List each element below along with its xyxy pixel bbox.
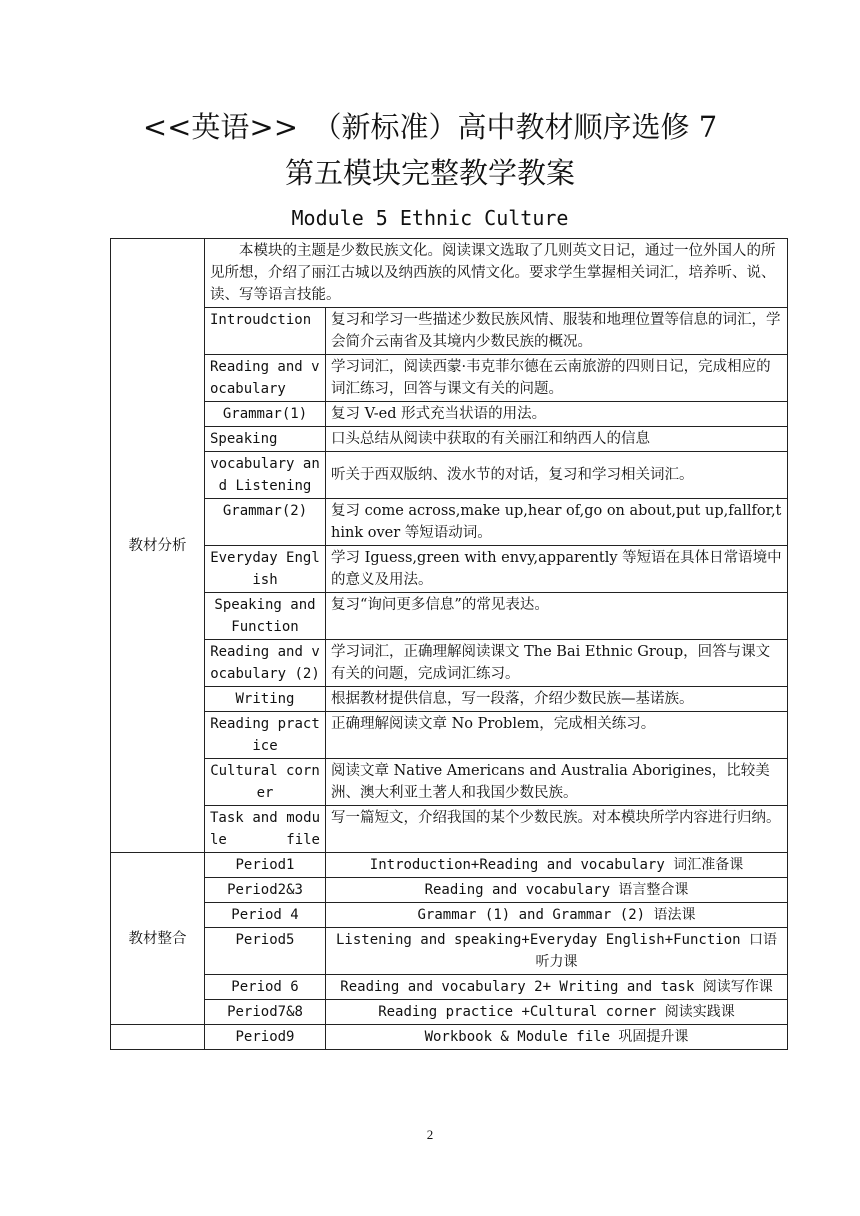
row-description: 写一篇短文，介绍我国的某个少数民族。对本模块所学内容进行归纳。 — [326, 806, 788, 853]
table-row — [111, 878, 788, 903]
table-row — [111, 427, 788, 452]
table-row — [111, 712, 788, 759]
row-description: 听关于西双版纳、泼水节的对话，复习和学习相关词汇。 — [326, 452, 788, 499]
module-intro-text: 本模块的主题是少数民族文化。阅读课文选取了几则英文日记，通过一位外国人的所见所想，介绍了丽江古城以及纳西族的风情文化。要求学生掌握相关词汇，培养听、说、读、写等语言技能。 — [205, 239, 788, 308]
row-label: Reading practice — [205, 712, 326, 759]
table-row — [111, 853, 788, 878]
row-description: 复习“询问更多信息”的常见表达。 — [326, 593, 788, 640]
period-plan: Reading and vocabulary 语言整合课 — [326, 878, 788, 903]
row-label: Grammar(1) — [205, 402, 326, 427]
row-description: 学习词汇，正确理解阅读课文 The Bai Ethnic Group，回答与课文有关的问题，完成词汇练习。 — [326, 640, 788, 687]
table-row — [111, 593, 788, 640]
period-plan: Reading and vocabulary 2+ Writing and task 阅读写作课 — [326, 975, 788, 1000]
document-title-line1: <<英语>> （新标准）高中教材顺序选修 7 — [142, 110, 718, 144]
row-label: Cultural corner — [205, 759, 326, 806]
period-label: Period1 — [205, 853, 326, 878]
period-label: Period7&8 — [205, 1000, 326, 1025]
period-plan: Reading practice +Cultural corner 阅读实践课 — [326, 1000, 788, 1025]
period-label: Period5 — [205, 928, 326, 975]
row-description: 复习和学习一些描述少数民族风情、服装和地理位置等信息的词汇，学会简介云南省及其境内少数民族的概况。 — [326, 308, 788, 355]
section-label-integration: 教材整合 — [111, 853, 205, 1025]
row-label: Reading and vocabulary — [205, 355, 326, 402]
period-label: Period 4 — [205, 903, 326, 928]
period-label: Period2&3 — [205, 878, 326, 903]
row-description: 口头总结从阅读中获取的有关丽江和纳西人的信息 — [326, 427, 788, 452]
table-row — [111, 687, 788, 712]
row-label: Everyday English — [205, 546, 326, 593]
document-title-line2: 第五模块完整教学教案 — [284, 156, 575, 190]
row-label: Speaking — [205, 427, 326, 452]
table-row — [111, 1000, 788, 1025]
row-description: 根据教材提供信息，写一段落，介绍少数民族—基诺族。 — [326, 687, 788, 712]
row-label: vocabulary and Listening — [205, 452, 326, 499]
module-subtitle: Module 5 Ethnic Culture — [291, 206, 569, 230]
table-row — [111, 308, 788, 355]
period-plan: Workbook & Module file 巩固提升课 — [326, 1025, 788, 1050]
table-row — [111, 402, 788, 427]
table-row — [111, 928, 788, 975]
row-description: 正确理解阅读文章 No Problem，完成相关练习。 — [326, 712, 788, 759]
table-row — [111, 640, 788, 687]
row-label: Reading and vocabulary (2) — [205, 640, 326, 687]
table-row — [111, 239, 788, 308]
row-label: Task and module file — [205, 806, 326, 853]
table-row — [111, 759, 788, 806]
row-description: 学习 Iguess,green with envy,apparently 等短语在具体日常语境中的意义及用法。 — [326, 546, 788, 593]
table-row — [111, 806, 788, 853]
row-description: 复习 come across,make up,hear of,go on about,put up,fallfor,think over 等短语动词。 — [326, 499, 788, 546]
period-plan: Introduction+Reading and vocabulary 词汇准备课 — [326, 853, 788, 878]
row-label: Writing — [205, 687, 326, 712]
table-row — [111, 1025, 788, 1050]
period-label: Period 6 — [205, 975, 326, 1000]
table-row — [111, 903, 788, 928]
empty-cell — [111, 1025, 205, 1050]
period-plan: Grammar (1) and Grammar (2) 语法课 — [326, 903, 788, 928]
row-label: Speaking and Function — [205, 593, 326, 640]
table-row — [111, 452, 788, 499]
row-description: 学习词汇，阅读西蒙·韦克菲尔德在云南旅游的四则日记，完成相应的词汇练习，回答与课文有关的问题。 — [326, 355, 788, 402]
table-row — [111, 355, 788, 402]
period-label: Period9 — [205, 1025, 326, 1050]
section-label-analysis: 教材分析 — [111, 239, 205, 853]
page-number: 2 — [426, 1127, 434, 1142]
period-plan: Listening and speaking+Everyday English+Function 口语听力课 — [326, 928, 788, 975]
table-row — [111, 546, 788, 593]
table-row — [111, 975, 788, 1000]
row-label: Introudction — [205, 308, 326, 355]
row-label: Grammar(2) — [205, 499, 326, 546]
row-description: 复习 V-ed 形式充当状语的用法。 — [326, 402, 788, 427]
lesson-plan-table — [110, 238, 788, 1050]
table-row — [111, 499, 788, 546]
row-description: 阅读文章 Native Americans and Australia Aborigines，比较美洲、澳大利亚土著人和我国少数民族。 — [326, 759, 788, 806]
